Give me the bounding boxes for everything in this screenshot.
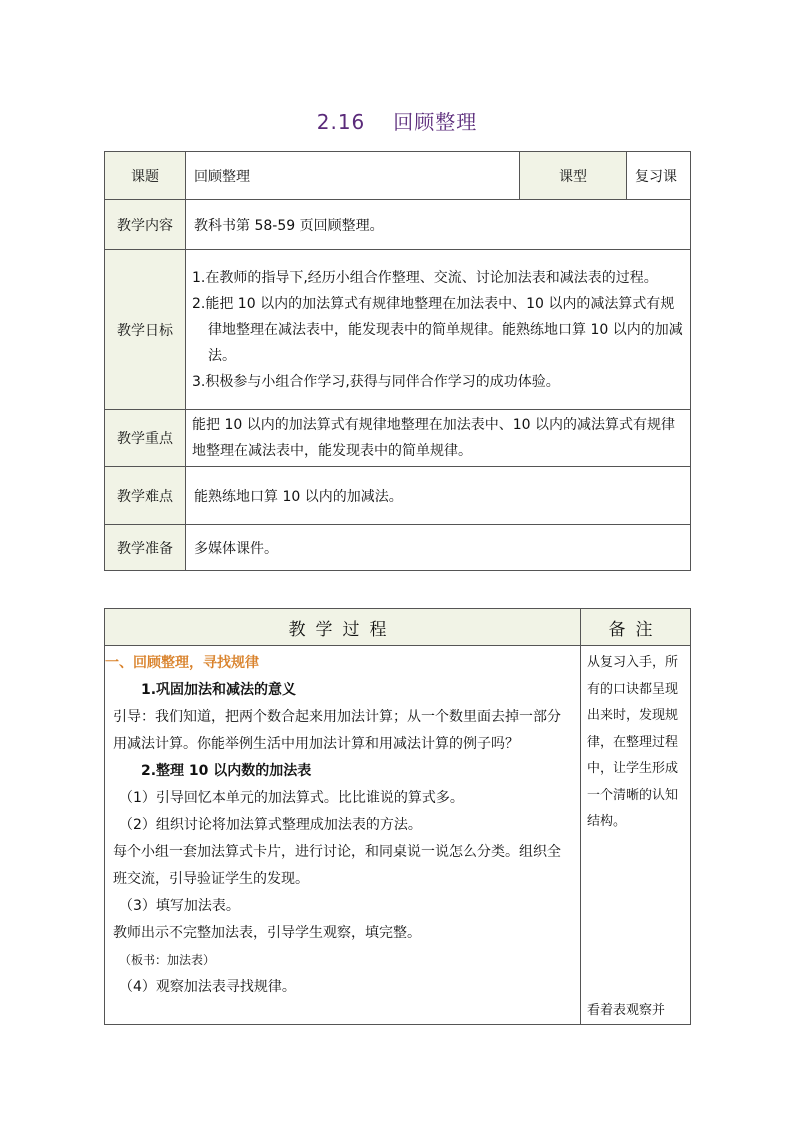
type-label: 课型 [520,152,627,200]
item-heading: 2.整理 10 以内数的加法表 [141,763,312,779]
goal-item: 2.能把 10 以内的加法算式有规律地整理在加法表中、10 以内的减法算式有规律地整理在减法表中，能发现表中的简单规律。能熟练地口算 10 以内的加减法。 [192,295,683,364]
prep-value: 多媒体课件。 [186,525,691,571]
topic-value: 回顾整理 [186,152,520,200]
step-detail: 教师出示不完整加法表，引导学生观察，填完整。 [113,925,421,941]
remark-text: 从复习入手，所有的口诀都呈现出来时，发现规律，在整理过程中，让学生形成一个清晰的认知结构。 [587,655,679,829]
topic-label: 课题 [105,152,186,200]
prep-label: 教学准备 [105,525,186,571]
remark-continued: 看着表观察并 [587,1002,666,1018]
step-text: （2）组织讨论将加法算式整理成加法表的方法。 [119,817,422,833]
step-text: （3）填写加法表。 [119,898,240,914]
goals-label: 教学日标 [105,250,186,410]
key-label: 教学重点 [105,410,186,467]
remarks-cell [581,646,691,1025]
type-value: 复习课 [627,152,691,200]
difficult-value: 能熟练地口算 10 以内的加减法。 [186,467,691,525]
step-detail: 每个小组一套加法算式卡片，进行讨论，和同桌说一说怎么分类。组织全班交流，引导验证学生的发现。 [113,844,561,887]
board-note: （板书：加法表） [119,953,216,967]
item-heading: 1.巩固加法和减法的意义 [141,682,297,698]
step-text: （1）引导回忆本单元的加法算式。比比谁说的算式多。 [119,790,464,806]
difficult-label: 教学难点 [105,467,186,525]
lesson-title: 回顾整理 [393,110,478,134]
page-title [0,106,794,135]
process-content [105,646,581,1025]
lesson-number: 2.16 [316,110,366,134]
goal-item: 1.在教师的指导下,经历小组合作整理、交流、讨论加法表和减法表的过程。 [192,269,658,286]
goals-list [186,250,691,410]
step-text: （4）观察加法表寻找规律。 [119,979,296,995]
section-heading: 一、回顾整理，寻找规律 [105,655,259,671]
note-header: 备注 [581,609,691,646]
item-text: 引导：我们知道，把两个数合起来用加法计算；从一个数里面去掉一部分用减法计算。你能举例生活中用加法计算和用减法计算的例子吗？ [113,709,561,752]
content-label: 教学内容 [105,200,186,250]
goal-item: 3.积极参与小组合作学习,获得与同伴合作学习的成功体验。 [192,373,560,390]
process-table [104,608,691,1025]
lesson-info-table [104,151,691,571]
content-value: 教科书第 58-59 页回顾整理。 [186,200,691,250]
key-value: 能把 10 以内的加法算式有规律地整理在加法表中、10 以内的减法算式有规律地整理在减法表中，能发现表中的简单规律。 [186,410,691,467]
process-header: 教学过程 [105,609,581,646]
